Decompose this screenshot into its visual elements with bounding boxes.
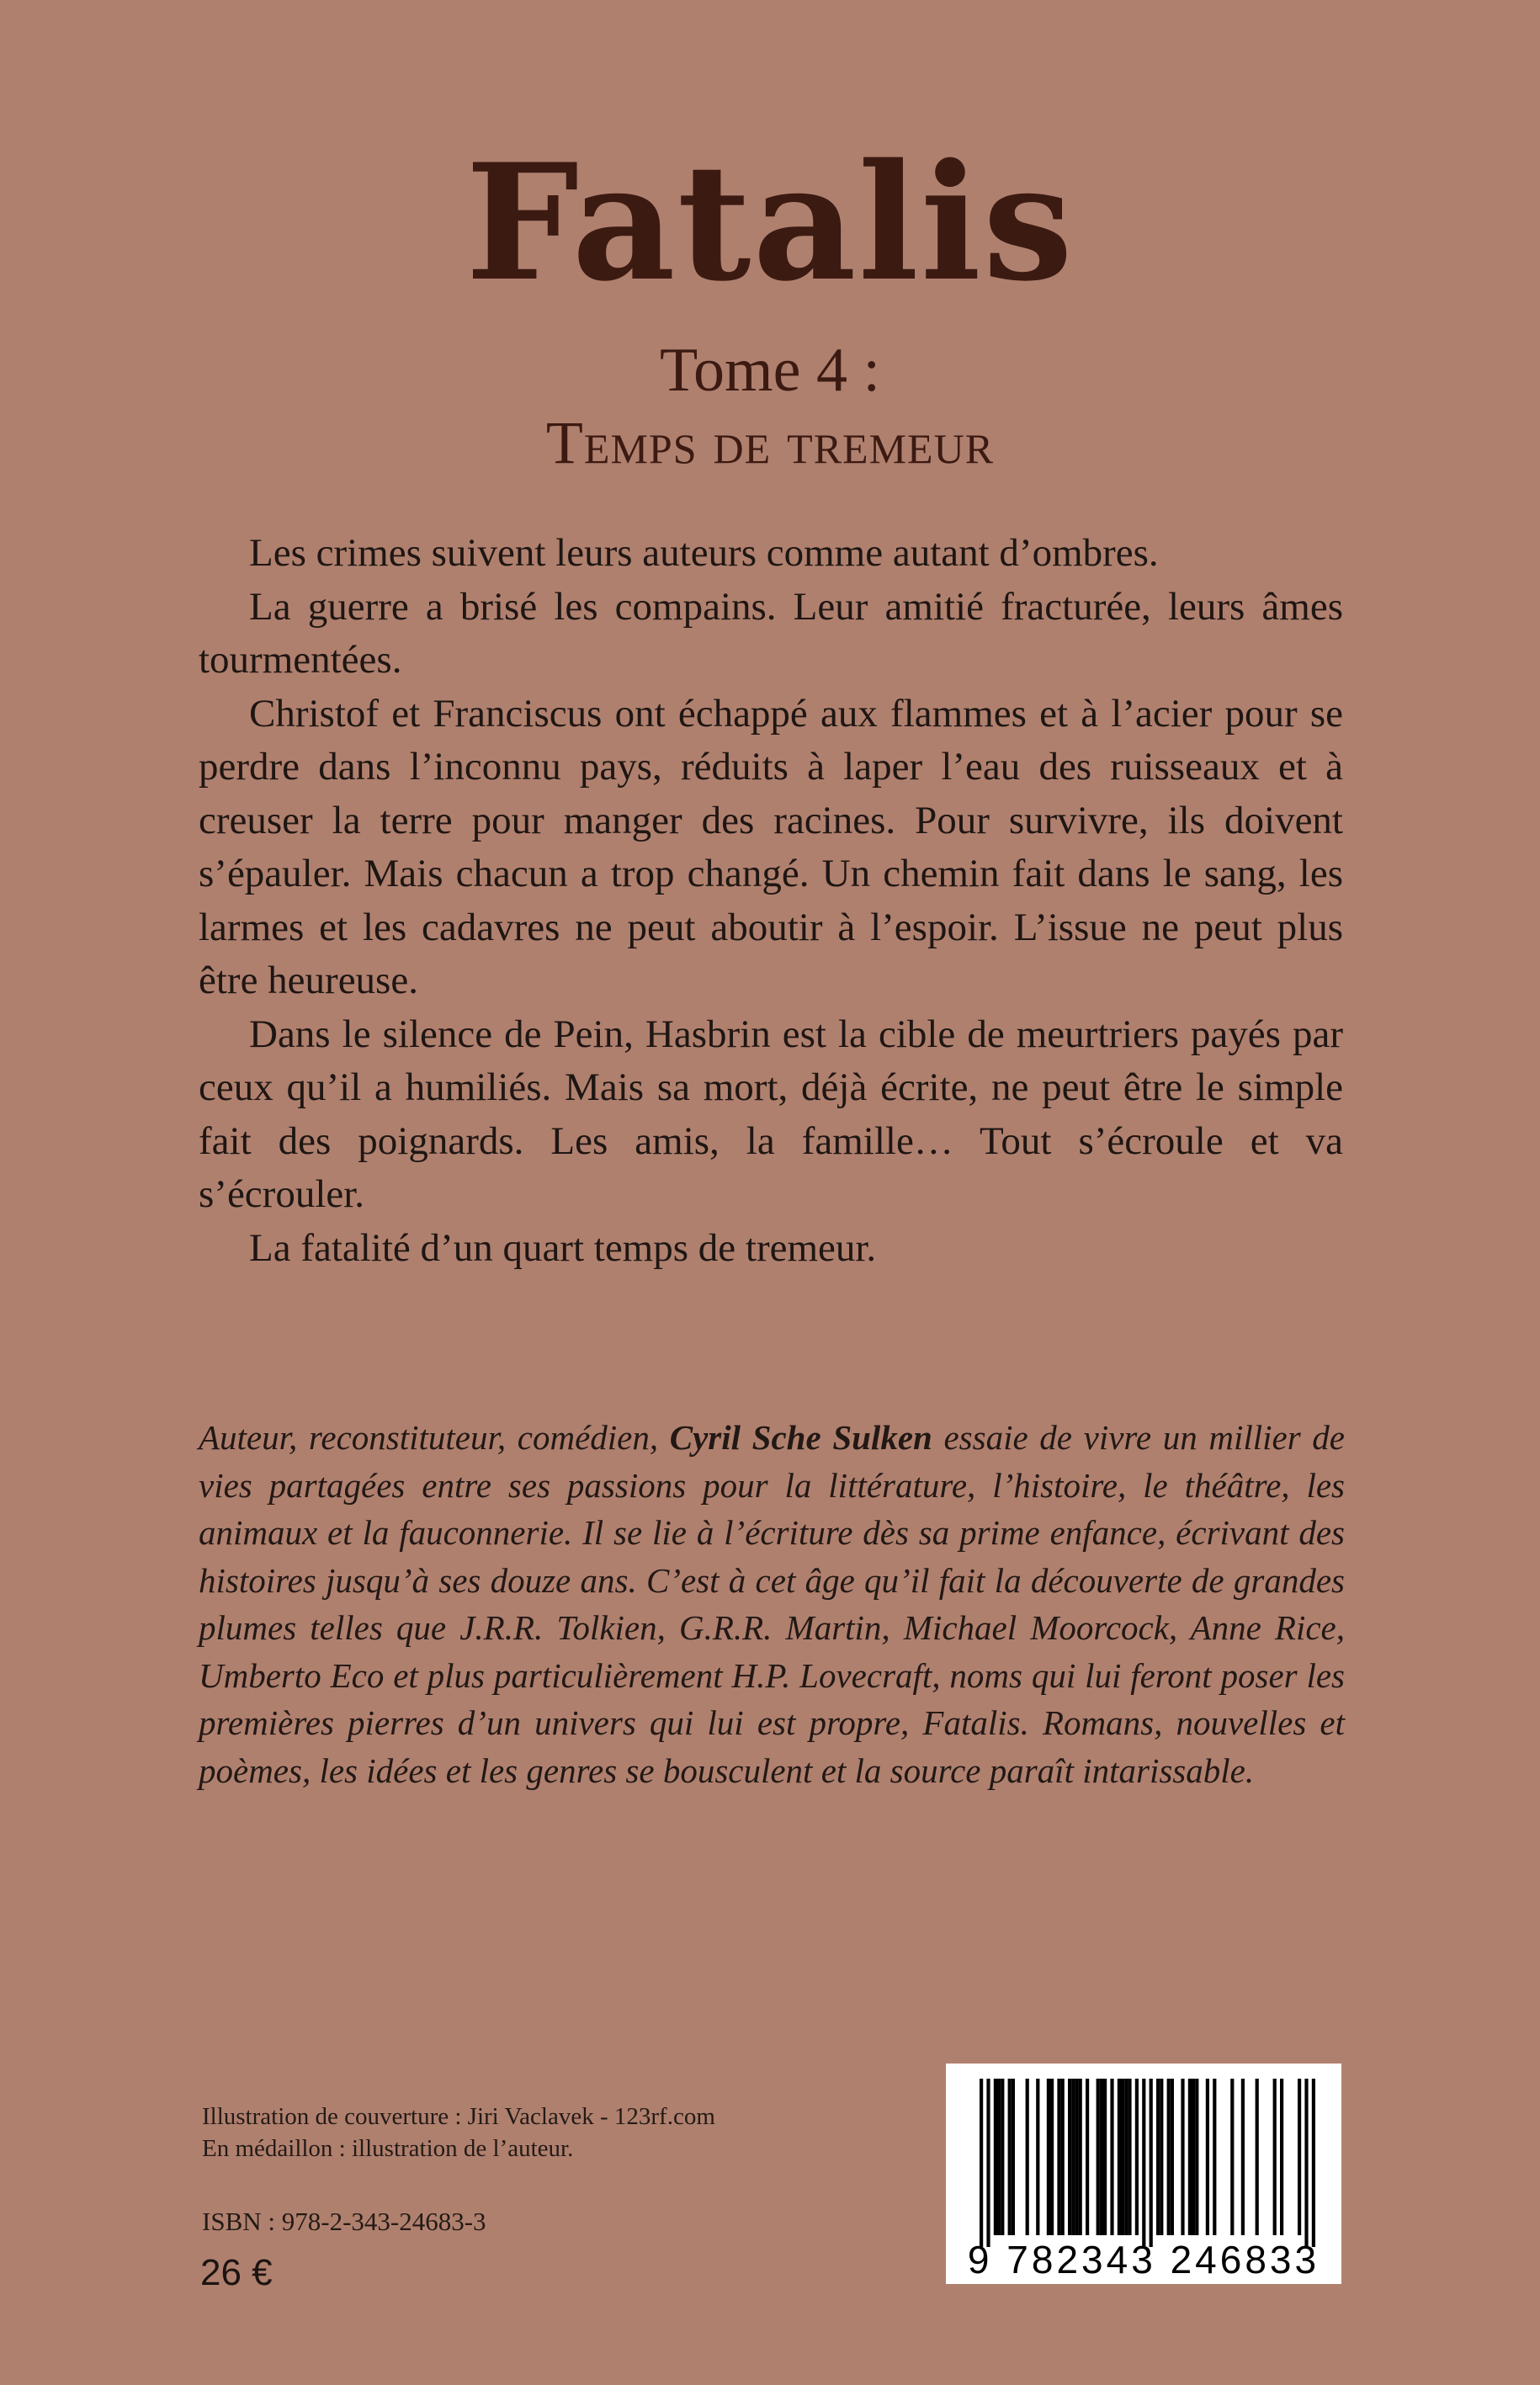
barcode <box>946 2064 1341 2284</box>
barcode-bar <box>1312 2079 1315 2247</box>
barcode-bar <box>1097 2079 1100 2235</box>
barcode-digits: 9 782343 246833 <box>967 2238 1320 2281</box>
barcode-bar <box>1150 2079 1153 2247</box>
illustration-credits <box>202 2101 791 2165</box>
medallion-credit: En médaillon : illustration de l’auteur. <box>202 2135 574 2162</box>
barcode-bar <box>1124 2079 1128 2235</box>
book-title: Fatalis <box>465 129 1075 316</box>
barcode-bar <box>1075 2079 1078 2235</box>
barcode-bar <box>1304 2079 1308 2247</box>
barcode-bar <box>1256 2079 1259 2235</box>
barcode-bar <box>997 2079 1001 2235</box>
summary-paragraph: Dans le silence de Pein, Hasbrin est la cible de meurtriers payés par ceux qu’il a humiliés. Mais sa mort, déjà écrite, ne peut être le simple fait des poignards. Les amis, la famille… Tout s’écroule et va s’écrouler. <box>199 1012 1343 1216</box>
barcode-bar <box>1103 2079 1107 2235</box>
barcode-bar <box>980 2079 983 2247</box>
barcode-bar <box>1156 2079 1160 2235</box>
summary-paragraph: Les crimes suivent leurs auteurs comme autant d’ombres. <box>249 531 1159 575</box>
barcode-bar <box>1188 2079 1192 2235</box>
barcode-bar <box>1061 2079 1065 2235</box>
barcode-bar <box>1128 2079 1131 2235</box>
author-bio <box>199 1414 1345 1794</box>
barcode-bar <box>1121 2079 1124 2235</box>
barcode-bar <box>1071 2079 1075 2235</box>
barcode-bar <box>1079 2079 1082 2235</box>
barcode-bar <box>1001 2079 1004 2235</box>
barcode-bar <box>1142 2079 1145 2247</box>
back-cover-summary <box>199 527 1343 1275</box>
barcode-bar <box>1057 2079 1060 2235</box>
bio-intro: Auteur, reconstituteur, comédien, <box>199 1418 670 1457</box>
barcode-bar <box>1118 2079 1121 2235</box>
barcode-bar <box>1230 2079 1234 2235</box>
barcode-bar <box>1171 2079 1174 2235</box>
barcode-bar <box>1050 2079 1054 2235</box>
barcode-bar <box>1298 2079 1301 2235</box>
barcode-bar <box>1181 2079 1184 2235</box>
barcode-bar <box>1008 2079 1012 2235</box>
barcode-bar <box>1026 2079 1029 2235</box>
barcode-bar <box>1047 2079 1050 2235</box>
barcode-bar <box>994 2079 997 2235</box>
barcode-bar <box>1206 2079 1209 2235</box>
summary-paragraph: La fatalité d’un quart temps de tremeur. <box>249 1225 877 1270</box>
barcode-bar <box>1068 2079 1071 2235</box>
barcode-bar <box>1213 2079 1216 2235</box>
author-name: Cyril Sche Sulken <box>669 1418 932 1457</box>
barcode-bar <box>1135 2079 1139 2235</box>
barcode-bar <box>1036 2079 1039 2235</box>
barcode-bar <box>1100 2079 1103 2235</box>
barcode-bar <box>1160 2079 1163 2235</box>
barcode-bar <box>1273 2079 1277 2235</box>
price: 26 € <box>200 2252 273 2293</box>
barcode-bar <box>1086 2079 1089 2235</box>
barcode-bar <box>1192 2079 1195 2235</box>
barcode-bar <box>1241 2079 1245 2235</box>
barcode-bar <box>1167 2079 1171 2235</box>
barcode-bar <box>1280 2079 1283 2235</box>
barcode-bar <box>1110 2079 1113 2235</box>
bio-text: essaie de vivre un millier de vies partagées entre ses passions pour la littérature, l’histoire, le théâtre, les animaux et la fauconnerie. Il se lie à l’écriture dès sa prime enfance, écrivant des histoires jusqu’à ses douze ans. C’est à cet âge qu’il fait la découverte de grandes plumes telles que J.R.R. Tolkien, G.R.R. Martin, Michael Moorcock, Anne Rice, Umberto Eco et plus particulièrement H.P. Lovecraft, noms qui lui feront poser les premières pierres d’un univers qui lui est propre, Fatalis. Romans, nouvelles et poèmes, les idées et les genres se bousculent et la source paraît intarissable. <box>199 1418 1345 1790</box>
barcode-bar <box>1195 2079 1198 2235</box>
barcode-bar <box>986 2079 990 2247</box>
barcode-bar <box>1012 2079 1015 2235</box>
tome-number: Tome 4 : <box>660 336 880 405</box>
summary-paragraph: La guerre a brisé les compains. Leur amitié fracturée, leurs âmes tourmentées. <box>199 584 1343 682</box>
volume-subtitle: Temps de tremeur <box>545 409 995 476</box>
summary-paragraph: Christof et Franciscus ont échappé aux flammes et à l’acier pour se perdre dans l’inconnu pays, réduits à laper l’eau des ruisseaux et à creuser la terre pour manger des racines. Pour survivre, ils doivent s’épauler. Mais chacun a trop changé. Un chemin fait dans le sang, les larmes et les cadavres ne peut aboutir à l’espoir. L’issue ne peut plus être heureuse. <box>199 691 1343 1002</box>
isbn: ISBN : 978-2-343-24683-3 <box>202 2207 486 2236</box>
cover-credit: Illustration de couverture : Jiri Vaclavek - 123rf.com <box>202 2103 715 2130</box>
